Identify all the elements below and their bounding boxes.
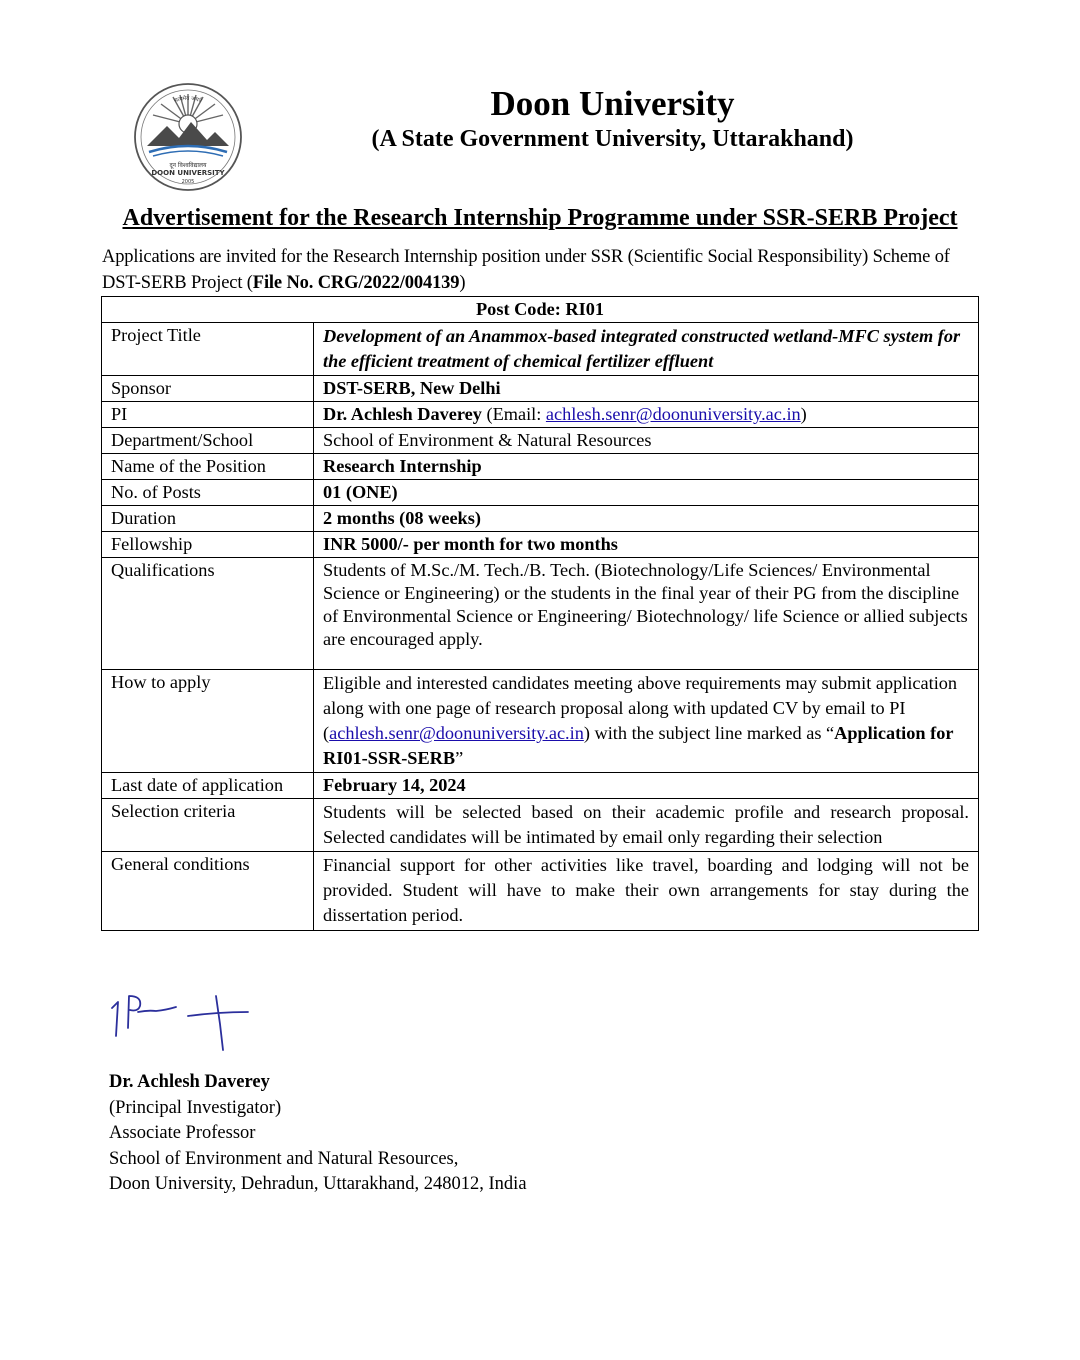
last-date-value: February 14, 2024 bbox=[314, 773, 979, 799]
university-subtitle: (A State Government University, Uttarakhand) bbox=[371, 126, 854, 152]
qualifications-label: Qualifications bbox=[102, 558, 314, 670]
university-name: Doon University bbox=[490, 84, 735, 123]
pi-name: Dr. Achlesh Daverey bbox=[323, 404, 482, 424]
how-to-apply-text: Eligible and interested candidates meeting above requirements may submit application along with one page of research proposal along with updated CV by email to PI ( bbox=[323, 673, 958, 743]
general-value: Financial support for other activities like travel, boarding and lodging will not be provided. Student will have to make their own arrangements for stay during the dissertation period. bbox=[314, 852, 979, 931]
table-row bbox=[102, 852, 979, 931]
sponsor-label: Sponsor bbox=[102, 376, 314, 402]
duration-value: 2 months (08 weeks) bbox=[314, 506, 979, 532]
logo-english-text: DOON UNIVERSITY bbox=[151, 169, 225, 177]
pi-email-prefix: (Email: bbox=[481, 404, 546, 424]
university-logo bbox=[133, 82, 243, 192]
qualifications-value: Students of M.Sc./M. Tech./B. Tech. (Biotechnology/Life Sciences/ Environmental Science or Engineering) or the students in the final year of their PG from the discipline of Environmental Science or Engineering/ Biotechnology/ life Science or allied subjects are encouraged apply. bbox=[314, 558, 979, 670]
department-label: Department/School bbox=[102, 428, 314, 454]
signature-block bbox=[109, 1070, 527, 1198]
how-to-apply-label: How to apply bbox=[102, 670, 314, 773]
duration-label: Duration bbox=[102, 506, 314, 532]
post-code: Post Code: RI01 bbox=[102, 297, 979, 323]
advertisement-title: Advertisement for the Research Internship Programme under SSR-SERB Project bbox=[122, 205, 958, 231]
logo-year: 2005 bbox=[181, 179, 195, 185]
how-to-apply-text-2: ) with the subject line marked as “ bbox=[583, 723, 835, 743]
intro-close: ) bbox=[459, 273, 466, 293]
table-row bbox=[102, 799, 979, 852]
intro-text: Applications are invited for the Research Internship position under SSR (Scientific Social Responsibility) Scheme of DST-SERB Project ( bbox=[102, 247, 950, 293]
table-row bbox=[102, 670, 979, 773]
table-row bbox=[102, 402, 979, 428]
table-row bbox=[102, 773, 979, 799]
posts-label: No. of Posts bbox=[102, 480, 314, 506]
table-row bbox=[102, 454, 979, 480]
sponsor-value: DST-SERB, New Delhi bbox=[314, 376, 979, 402]
signatory-name: Dr. Achlesh Daverey bbox=[109, 1072, 270, 1092]
signatory-role: (Principal Investigator) bbox=[109, 1097, 282, 1118]
file-number: File No. CRG/2022/004139 bbox=[252, 273, 460, 293]
logo-hindi-text: दून विश्वविद्यालय bbox=[169, 162, 207, 169]
general-label: General conditions bbox=[102, 852, 314, 931]
pi-label: PI bbox=[102, 402, 314, 428]
logo-motto: सत्यमेव जयते bbox=[173, 95, 203, 105]
how-to-apply-text-3: ” bbox=[455, 748, 464, 768]
apply-email-link[interactable]: achlesh.senr@doonuniversity.ac.in bbox=[329, 723, 584, 743]
table-row bbox=[102, 558, 979, 670]
table-row bbox=[102, 532, 979, 558]
table-row bbox=[102, 480, 979, 506]
fellowship-value: INR 5000/- per month for two months bbox=[314, 532, 979, 558]
handwritten-signature bbox=[108, 988, 258, 1058]
project-title-value: Development of an Anammox-based integrated constructed wetland-MFC system for the efficient treatment of chemical fertilizer effluent bbox=[314, 323, 979, 376]
selection-value: Students will be selected based on their academic profile and research proposal. Selected candidates will be intimated by email only regarding their selection bbox=[314, 799, 979, 852]
signatory-address: Doon University, Dehradun, Uttarakhand, 248012, India bbox=[109, 1174, 527, 1194]
how-to-apply-value bbox=[314, 670, 979, 773]
signatory-school: School of Environment and Natural Resources, bbox=[109, 1148, 459, 1169]
fellowship-label: Fellowship bbox=[102, 532, 314, 558]
position-value: Research Internship bbox=[314, 454, 979, 480]
posts-value: 01 (ONE) bbox=[314, 480, 979, 506]
subject-line: Application for RI01-SSR-SERB bbox=[323, 723, 954, 768]
project-title-label: Project Title bbox=[102, 323, 314, 376]
selection-label: Selection criteria bbox=[102, 799, 314, 852]
table-header-row bbox=[102, 297, 979, 323]
pi-email-link[interactable]: achlesh.senr@doonuniversity.ac.in bbox=[545, 404, 801, 424]
table-row bbox=[102, 506, 979, 532]
position-label: Name of the Position bbox=[102, 454, 314, 480]
pi-email-suffix: ) bbox=[800, 404, 807, 424]
signatory-designation: Associate Professor bbox=[109, 1123, 256, 1143]
last-date-label: Last date of application bbox=[102, 773, 314, 799]
table-row bbox=[102, 376, 979, 402]
table-row bbox=[102, 428, 979, 454]
details-table bbox=[101, 296, 979, 931]
department-value: School of Environment & Natural Resources bbox=[314, 428, 979, 454]
intro-paragraph bbox=[102, 244, 982, 296]
table-row bbox=[102, 323, 979, 376]
pi-value bbox=[314, 402, 979, 428]
